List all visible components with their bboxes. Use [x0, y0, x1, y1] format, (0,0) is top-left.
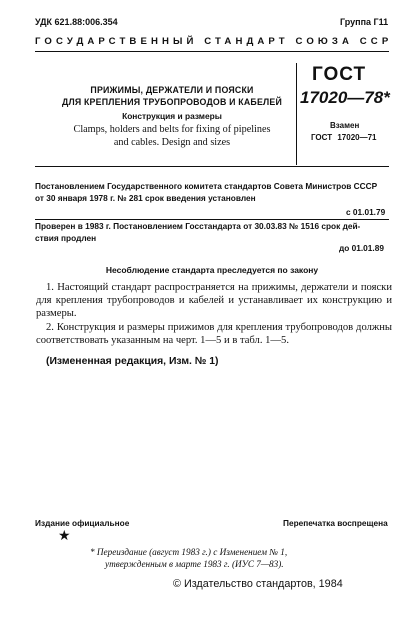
paragraph-1: 1. Настоящий стандарт распространяется на прижимы, держатели и пояски для крепления трубопроводов и кабелей и устанавливает их конструкцию и размеры.: [36, 282, 392, 319]
paragraph-2: 2. Конструкция и размеры прижимов для крепления трубопроводов должны соответствовать указанным на черт. 1—5 и в табл. 1—5.: [36, 322, 392, 346]
standard-banner: ГОСУДАРСТВЕННЫЙ СТАНДАРТ СОЮЗА ССР: [35, 36, 393, 47]
english-title-line2: and cables. Design and sizes: [113, 137, 231, 148]
gost-label: ГОСТ: [312, 64, 367, 85]
udk-code: УДК 621.88:006.354: [35, 17, 118, 27]
reissue-note-line1: * Переиздание (август 1983 г.) с Изменением № 1,: [90, 547, 288, 557]
replaces-value: ГОСТ 17020—71: [311, 133, 377, 142]
amendment-note: (Измененная редакция, Изм. № 1): [46, 356, 219, 367]
approval-rule: [35, 219, 389, 220]
document-subtitle: Конструкция и размеры: [122, 111, 222, 121]
reissue-note-line2: утвержденным в марте 1983 г. (ИУС 7—83).: [105, 559, 284, 569]
star-icon: ★: [58, 529, 71, 544]
check-line1: Проверен в 1983 г. Постановлением Госстандарта от 30.03.83 № 1516 срок дей-: [35, 221, 361, 231]
document-title-line2: ДЛЯ КРЕПЛЕНИЯ ТРУБОПРОВОДОВ И КАБЕЛЕЙ: [61, 97, 282, 107]
document-title-line1: ПРИЖИМЫ, ДЕРЖАТЕЛИ И ПОЯСКИ: [90, 85, 254, 95]
official-edition: Издание официальное: [35, 518, 130, 528]
english-title-line1: Clamps, holders and belts for fixing of pipelines: [73, 124, 271, 135]
law-warning: Несоблюдение стандарта преследуется по закону: [105, 265, 319, 275]
gost-number: 17020—78*: [300, 88, 390, 107]
replaces-label: Взамен: [330, 121, 360, 130]
approval-line2: от 30 января 1978 г. № 281 срок введения установлен: [35, 193, 256, 203]
group-code: Группа Г11: [340, 17, 389, 27]
check-line2: ствия продлен: [35, 233, 97, 243]
title-block-divider: [296, 63, 297, 165]
banner-rule: [35, 51, 389, 52]
approval-line1: Постановлением Государственного комитета стандартов Совета Министров СССР: [35, 181, 378, 191]
title-block-bottom-rule: [35, 166, 389, 167]
effective-date: с 01.01.79: [346, 207, 386, 217]
extension-date: до 01.01.89: [339, 243, 384, 253]
copyright-notice: © Издательство стандартов, 1984: [173, 578, 343, 590]
reprint-prohibited: Перепечатка воспрещена: [283, 518, 388, 528]
